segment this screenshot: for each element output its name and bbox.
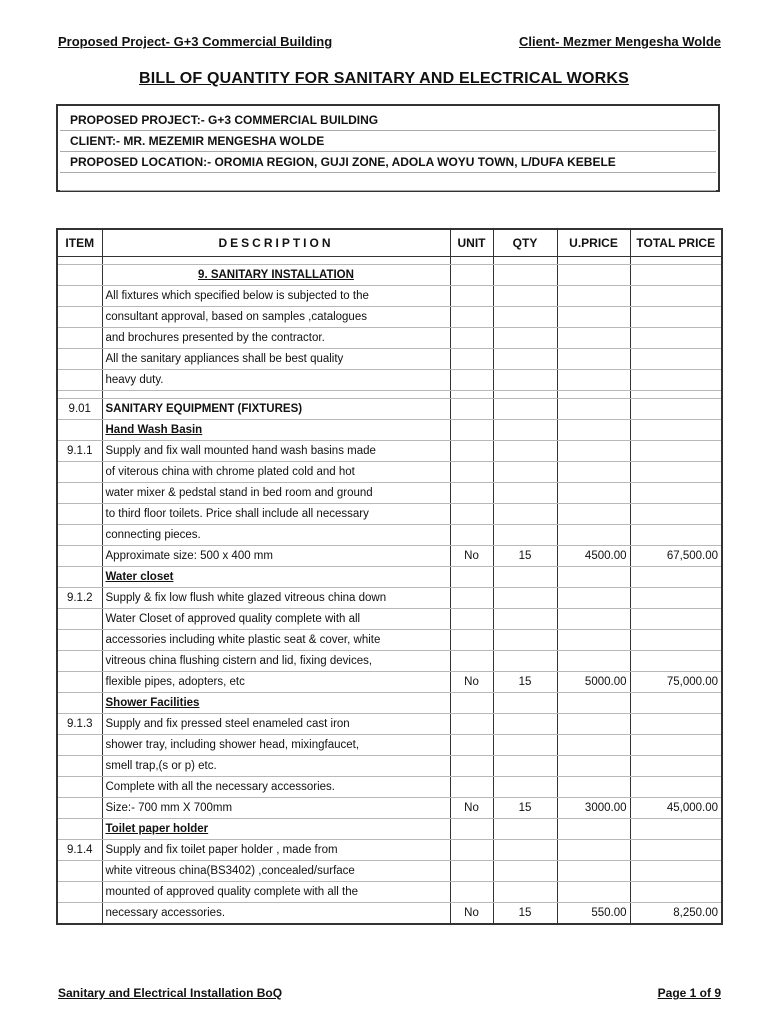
- cell-qty: [493, 882, 557, 903]
- cell-unit-price: [557, 265, 630, 286]
- cell-unit: [450, 349, 493, 370]
- cell-total-price: [630, 861, 722, 882]
- cell-unit: [450, 567, 493, 588]
- table-header-row: [57, 229, 722, 257]
- cell-description: heavy duty.: [102, 370, 450, 391]
- cell-unit-price: [557, 693, 630, 714]
- cell-unit: [450, 840, 493, 861]
- table-row: [57, 882, 722, 903]
- cell-item: 9.1.1: [57, 441, 102, 462]
- cell-unit-price: [557, 286, 630, 307]
- cell-unit-price: 4500.00: [557, 546, 630, 567]
- cell-unit: [450, 391, 493, 399]
- cell-description: Approximate size: 500 x 400 mm: [102, 546, 450, 567]
- cell-total-price: [630, 328, 722, 349]
- cell-unit: [450, 630, 493, 651]
- cell-item: [57, 672, 102, 693]
- table-row: [57, 286, 722, 307]
- cell-qty: [493, 693, 557, 714]
- cell-unit-price: [557, 714, 630, 735]
- cell-item: [57, 462, 102, 483]
- cell-total-price: [630, 735, 722, 756]
- cell-unit: [450, 735, 493, 756]
- cell-unit: [450, 420, 493, 441]
- table-row: [57, 265, 722, 286]
- cell-description: flexible pipes, adopters, etc: [102, 672, 450, 693]
- cell-qty: [493, 349, 557, 370]
- cell-total-price: [630, 630, 722, 651]
- cell-total-price: [630, 609, 722, 630]
- table-row: [57, 399, 722, 420]
- table-row: [57, 714, 722, 735]
- cell-qty: 15: [493, 672, 557, 693]
- cell-item: [57, 391, 102, 399]
- info-location: PROPOSED LOCATION:- OROMIA REGION, GUJI ZONE, ADOLA WOYU TOWN, L/DUFA KEBELE: [60, 152, 716, 173]
- header-project: Proposed Project- G+3 Commercial Building: [58, 34, 333, 49]
- cell-unit: No: [450, 798, 493, 819]
- cell-unit-price: [557, 349, 630, 370]
- cell-item: [57, 735, 102, 756]
- cell-description: and brochures presented by the contractor.: [102, 328, 450, 349]
- cell-unit: [450, 609, 493, 630]
- cell-qty: [493, 777, 557, 798]
- document-title: BILL OF QUANTITY FOR SANITARY AND ELECTRICAL WORKS: [139, 70, 629, 87]
- boq-table: [56, 228, 723, 925]
- cell-qty: [493, 462, 557, 483]
- cell-total-price: [630, 420, 722, 441]
- boq-body: [57, 257, 722, 925]
- cell-description: All the sanitary appliances shall be best quality: [102, 349, 450, 370]
- cell-description: of viterous china with chrome plated cold and hot: [102, 462, 450, 483]
- cell-qty: [493, 588, 557, 609]
- table-row: [57, 349, 722, 370]
- table-row: [57, 609, 722, 630]
- cell-total-price: [630, 714, 722, 735]
- cell-unit-price: [557, 840, 630, 861]
- cell-qty: [493, 391, 557, 399]
- cell-total-price: [630, 441, 722, 462]
- cell-unit: [450, 307, 493, 328]
- cell-qty: 15: [493, 903, 557, 925]
- header-client: Client- Mezmer Mengesha Wolde: [518, 34, 721, 49]
- table-row: [57, 693, 722, 714]
- table-row: [57, 525, 722, 546]
- cell-description: Water Closet of approved quality complete with all: [102, 609, 450, 630]
- table-row: [57, 391, 722, 399]
- cell-unit-price: [557, 441, 630, 462]
- cell-item: [57, 525, 102, 546]
- cell-qty: [493, 567, 557, 588]
- cell-unit-price: [557, 504, 630, 525]
- cell-total-price: [630, 399, 722, 420]
- cell-description: All fixtures which specified below is subjected to the: [102, 286, 450, 307]
- cell-unit-price: [557, 609, 630, 630]
- cell-item: [57, 483, 102, 504]
- cell-description: Complete with all the necessary accessories.: [102, 777, 450, 798]
- cell-qty: [493, 819, 557, 840]
- cell-total-price: 67,500.00: [630, 546, 722, 567]
- cell-unit-price: [557, 630, 630, 651]
- table-row: [57, 546, 722, 567]
- cell-unit-price: [557, 328, 630, 349]
- cell-item: [57, 328, 102, 349]
- cell-unit: No: [450, 672, 493, 693]
- cell-total-price: [630, 370, 722, 391]
- info-project: PROPOSED PROJECT:- G+3 COMMERCIAL BUILDING: [60, 110, 716, 131]
- cell-qty: 15: [493, 798, 557, 819]
- cell-unit-price: [557, 735, 630, 756]
- cell-qty: [493, 328, 557, 349]
- cell-total-price: [630, 651, 722, 672]
- cell-description: Shower Facilities: [102, 693, 450, 714]
- cell-qty: [493, 609, 557, 630]
- table-row: [57, 588, 722, 609]
- cell-qty: [493, 286, 557, 307]
- cell-item: 9.1.4: [57, 840, 102, 861]
- cell-unit: [450, 462, 493, 483]
- cell-item: [57, 819, 102, 840]
- table-row: [57, 672, 722, 693]
- cell-unit-price: [557, 861, 630, 882]
- footer-page-number: Page 1 of 9: [657, 986, 721, 1000]
- cell-description: Supply and fix toilet paper holder , made from: [102, 840, 450, 861]
- col-header-item: ITEM: [57, 229, 102, 257]
- cell-item: [57, 420, 102, 441]
- cell-unit: [450, 756, 493, 777]
- cell-description: mounted of approved quality complete with all the: [102, 882, 450, 903]
- cell-description: Supply and fix wall mounted hand wash basins made: [102, 441, 450, 462]
- cell-unit-price: [557, 399, 630, 420]
- cell-item: [57, 370, 102, 391]
- footer-title: Sanitary and Electrical Installation BoQ: [58, 986, 283, 1000]
- cell-description: Toilet paper holder: [102, 819, 450, 840]
- cell-unit-price: [557, 756, 630, 777]
- project-info-box: [56, 104, 720, 192]
- cell-unit: [450, 265, 493, 286]
- cell-unit-price: [557, 777, 630, 798]
- table-row: [57, 756, 722, 777]
- cell-item: 9.1.2: [57, 588, 102, 609]
- table-row: [57, 651, 722, 672]
- table-row: [57, 441, 722, 462]
- cell-total-price: [630, 525, 722, 546]
- table-row: [57, 777, 722, 798]
- table-row-blank: [57, 257, 722, 265]
- cell-item: [57, 882, 102, 903]
- cell-unit-price: [557, 483, 630, 504]
- cell-total-price: [630, 693, 722, 714]
- cell-total-price: [630, 483, 722, 504]
- cell-qty: [493, 630, 557, 651]
- cell-qty: [493, 307, 557, 328]
- col-header-qty: QTY: [493, 229, 557, 257]
- cell-total-price: [630, 777, 722, 798]
- cell-unit-price: [557, 462, 630, 483]
- cell-total-price: [630, 265, 722, 286]
- cell-item: [57, 286, 102, 307]
- cell-qty: [493, 756, 557, 777]
- cell-total-price: [630, 756, 722, 777]
- cell-unit: [450, 714, 493, 735]
- cell-unit: [450, 882, 493, 903]
- cell-unit-price: [557, 525, 630, 546]
- table-row: [57, 420, 722, 441]
- cell-description: Size:- 700 mm X 700mm: [102, 798, 450, 819]
- cell-unit: [450, 777, 493, 798]
- cell-total-price: [630, 286, 722, 307]
- cell-description: SANITARY EQUIPMENT (FIXTURES): [102, 399, 450, 420]
- cell-description: white vitreous china(BS3402) ,concealed/surface: [102, 861, 450, 882]
- table-row: [57, 328, 722, 349]
- cell-unit-price: 5000.00: [557, 672, 630, 693]
- cell-item: [57, 504, 102, 525]
- cell-unit: [450, 504, 493, 525]
- cell-item: [57, 265, 102, 286]
- cell-item: [57, 630, 102, 651]
- cell-description: Supply & fix low flush white glazed vitreous china down: [102, 588, 450, 609]
- cell-unit-price: [557, 819, 630, 840]
- cell-description: accessories including white plastic seat & cover, white: [102, 630, 450, 651]
- cell-unit: [450, 525, 493, 546]
- cell-qty: [493, 861, 557, 882]
- cell-total-price: [630, 504, 722, 525]
- cell-qty: [493, 420, 557, 441]
- table-row: [57, 483, 722, 504]
- cell-unit-price: [557, 651, 630, 672]
- cell-item: [57, 609, 102, 630]
- cell-qty: [493, 483, 557, 504]
- cell-description: consultant approval, based on samples ,catalogues: [102, 307, 450, 328]
- cell-item: [57, 777, 102, 798]
- table-row: [57, 798, 722, 819]
- cell-unit: [450, 651, 493, 672]
- col-header-unit: UNIT: [450, 229, 493, 257]
- cell-total-price: 8,250.00: [630, 903, 722, 925]
- cell-description: to third floor toilets. Price shall include all necessary: [102, 504, 450, 525]
- cell-unit: No: [450, 546, 493, 567]
- info-blank-line: [60, 172, 716, 191]
- cell-item: 9.01: [57, 399, 102, 420]
- col-header-total: TOTAL PRICE: [630, 229, 722, 257]
- cell-unit-price: [557, 391, 630, 399]
- col-header-uprice: U.PRICE: [557, 229, 630, 257]
- table-row: [57, 840, 722, 861]
- cell-unit: [450, 588, 493, 609]
- cell-description: vitreous china flushing cistern and lid, fixing devices,: [102, 651, 450, 672]
- cell-unit: [450, 286, 493, 307]
- cell-item: [57, 756, 102, 777]
- cell-item: [57, 798, 102, 819]
- cell-item: [57, 546, 102, 567]
- table-row: [57, 567, 722, 588]
- table-row: [57, 819, 722, 840]
- cell-item: [57, 349, 102, 370]
- col-header-description: DESCRIPTION: [102, 229, 450, 257]
- cell-total-price: 45,000.00: [630, 798, 722, 819]
- cell-unit: No: [450, 903, 493, 925]
- cell-unit-price: [557, 420, 630, 441]
- cell-item: 9.1.3: [57, 714, 102, 735]
- cell-qty: [493, 399, 557, 420]
- cell-item: [57, 651, 102, 672]
- cell-description: Water closet: [102, 567, 450, 588]
- cell-qty: [493, 370, 557, 391]
- cell-unit-price: 550.00: [557, 903, 630, 925]
- cell-total-price: 75,000.00: [630, 672, 722, 693]
- table-row: [57, 735, 722, 756]
- info-client: CLIENT:- MR. MEZEMIR MENGESHA WOLDE: [60, 131, 716, 152]
- cell-total-price: [630, 840, 722, 861]
- cell-item: [57, 861, 102, 882]
- cell-unit-price: [557, 882, 630, 903]
- cell-description: smell trap,(s or p) etc.: [102, 756, 450, 777]
- cell-unit: [450, 861, 493, 882]
- table-row: [57, 630, 722, 651]
- cell-total-price: [630, 307, 722, 328]
- cell-description: shower tray, including shower head, mixingfaucet,: [102, 735, 450, 756]
- cell-qty: [493, 525, 557, 546]
- table-row: [57, 462, 722, 483]
- cell-item: [57, 567, 102, 588]
- cell-unit-price: 3000.00: [557, 798, 630, 819]
- cell-item: [57, 693, 102, 714]
- table-row: [57, 861, 722, 882]
- cell-unit-price: [557, 588, 630, 609]
- cell-total-price: [630, 349, 722, 370]
- cell-unit: [450, 693, 493, 714]
- cell-description: Hand Wash Basin: [102, 420, 450, 441]
- cell-description: [102, 391, 450, 399]
- cell-unit: [450, 819, 493, 840]
- table-row: [57, 307, 722, 328]
- cell-total-price: [630, 819, 722, 840]
- cell-description: Supply and fix pressed steel enameled cast iron: [102, 714, 450, 735]
- cell-unit: [450, 483, 493, 504]
- table-row: [57, 504, 722, 525]
- cell-qty: [493, 735, 557, 756]
- cell-unit-price: [557, 307, 630, 328]
- cell-qty: [493, 651, 557, 672]
- cell-qty: [493, 840, 557, 861]
- cell-unit-price: [557, 567, 630, 588]
- table-row: [57, 903, 722, 925]
- cell-total-price: [630, 462, 722, 483]
- cell-total-price: [630, 391, 722, 399]
- cell-item: [57, 903, 102, 925]
- cell-qty: [493, 714, 557, 735]
- cell-description: connecting pieces.: [102, 525, 450, 546]
- cell-description: water mixer & pedstal stand in bed room and ground: [102, 483, 450, 504]
- cell-qty: [493, 441, 557, 462]
- cell-total-price: [630, 567, 722, 588]
- cell-qty: [493, 504, 557, 525]
- cell-total-price: [630, 882, 722, 903]
- cell-unit-price: [557, 370, 630, 391]
- cell-qty: 15: [493, 546, 557, 567]
- cell-total-price: [630, 588, 722, 609]
- cell-qty: [493, 265, 557, 286]
- cell-unit: [450, 328, 493, 349]
- table-row: [57, 370, 722, 391]
- cell-unit: [450, 370, 493, 391]
- cell-item: [57, 307, 102, 328]
- cell-description: necessary accessories.: [102, 903, 450, 925]
- cell-unit: [450, 441, 493, 462]
- cell-unit: [450, 399, 493, 420]
- cell-description: 9. SANITARY INSTALLATION: [102, 265, 450, 286]
